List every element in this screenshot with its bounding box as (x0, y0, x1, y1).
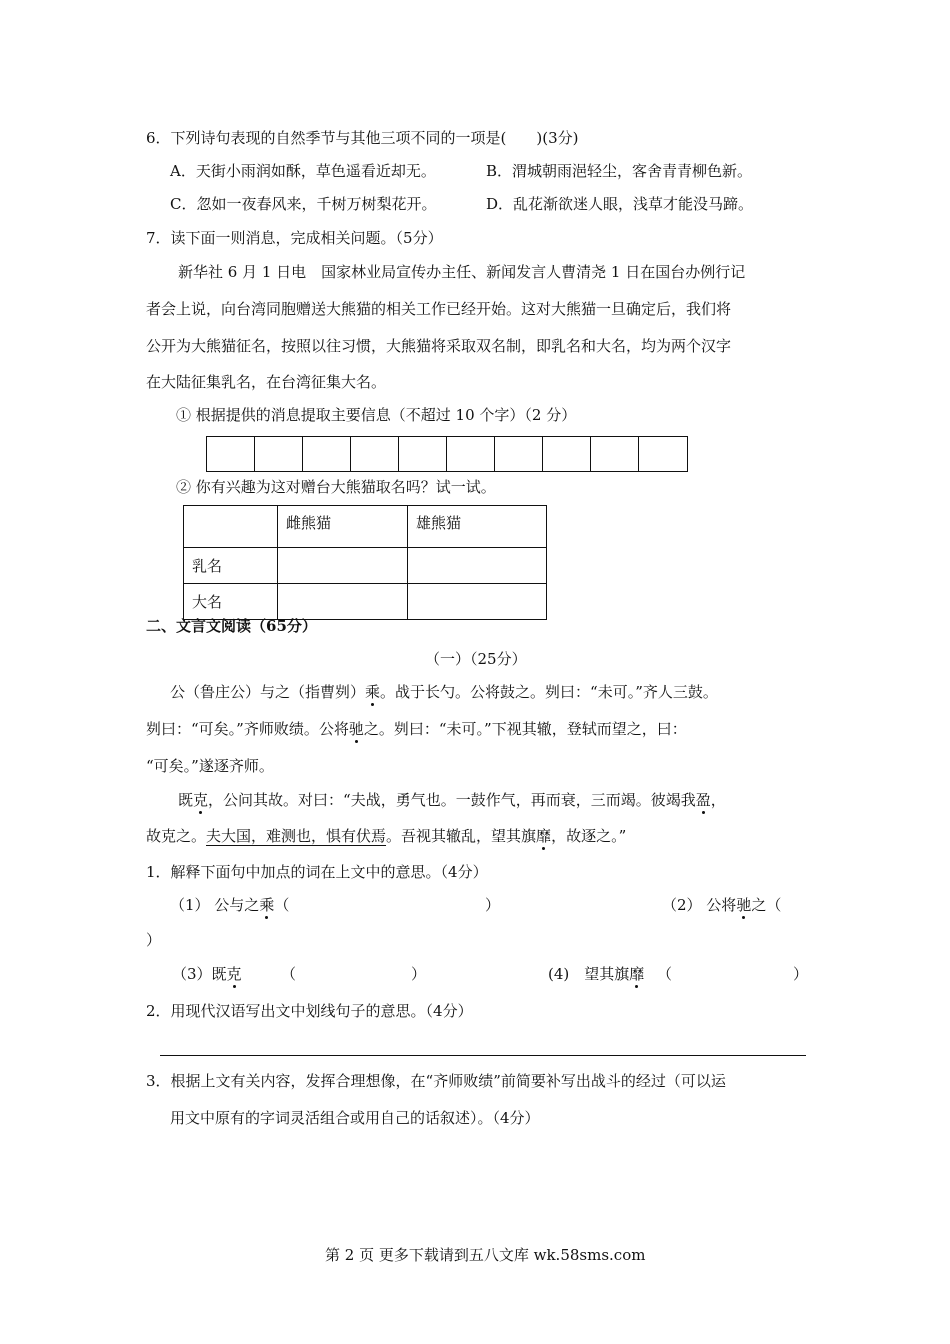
q7-sub1: ① 根据提供的消息提取主要信息（不超过 10 个字）（2 分） (176, 406, 577, 424)
passage-line: 公（鲁庄公）与之（指曹刿）乘。战于长勺。公将鼓之。刿曰：“未可。”齐人三鼓。 (170, 683, 718, 701)
answer-cell-male-formal[interactable] (408, 584, 547, 620)
dotted-char: 靡 (629, 965, 645, 983)
table-corner-cell (184, 506, 278, 548)
header-male-panda: 雄熊猫 (408, 506, 547, 548)
row-label-formal-name: 大名 (184, 584, 278, 620)
answer-cell-female-milk[interactable] (278, 548, 408, 584)
answer-cell-female-formal[interactable] (278, 584, 408, 620)
section-title: 二、文言文阅读（65分） (146, 617, 317, 635)
q1-item-4: (4) 望其旗靡 (548, 965, 645, 983)
q1-item-4-open: （ (657, 965, 673, 983)
answer-cell-male-milk[interactable] (408, 548, 547, 584)
q1-item-1-close: ） (485, 896, 501, 914)
q7-news-line: 者会上说，向台湾同胞赠送大熊猫的相关工作已经开始。这对大熊猫一旦确定后，我们将 (146, 300, 732, 318)
answer-grid-cell[interactable] (543, 437, 591, 471)
header-female-panda: 雌熊猫 (278, 506, 408, 548)
answer-grid-cell[interactable] (591, 437, 639, 471)
passage-line: 既克，公问其故。对曰：“夫战，勇气也。一鼓作气，再而衰，三而竭。彼竭我盈， (178, 791, 726, 809)
panda-name-table (183, 505, 547, 620)
dotted-char: 克 (193, 791, 209, 809)
q6-stem: 6．下列诗句表现的自然季节与其他三项不同的一项是( )(3分) (146, 129, 579, 147)
q1-item-2: （2） 公将驰之（ (662, 896, 782, 914)
dotted-char: 驰 (348, 720, 364, 738)
dotted-char: 乘 (259, 896, 275, 914)
q6-option-a: A．天街小雨润如酥，草色遥看近却无。 (170, 162, 436, 180)
q1-item-3-open: （ (281, 965, 297, 983)
answer-grid-cell[interactable] (351, 437, 399, 471)
answer-grid-cell[interactable] (447, 437, 495, 471)
q7-news-line: 新华社 6 月 1 日电 国家林业局宣传办主任、新闻发言人曹清尧 1 日在国台办例行记 (178, 263, 746, 281)
passage-line: 故克之。夫大国，难测也，惧有伏焉。吾视其辙乱，望其旗靡，故逐之。” (146, 827, 627, 845)
answer-line[interactable] (160, 1055, 806, 1056)
q1-item-3: （3）既克 (172, 965, 242, 983)
underlined-sentence: 夫大国，难测也，惧有伏焉 (206, 827, 387, 845)
answer-grid-cell[interactable] (639, 437, 687, 471)
q6-option-c: C．忽如一夜春风来，千树万树梨花开。 (170, 195, 437, 213)
q7-sub2: ② 你有兴趣为这对赠台大熊猫取名吗？试一试。 (176, 478, 496, 496)
q3-line: 3．根据上文有关内容，发挥合理想像，在“齐师败绩”前简要补写出战斗的经过（可以运 (146, 1072, 726, 1090)
part-title: （一）（25分） (425, 650, 527, 668)
answer-grid-cell[interactable] (399, 437, 447, 471)
dotted-char: 驰 (736, 896, 752, 914)
q2-stem: 2．用现代汉语写出文中划线句子的意思。（4分） (146, 1002, 473, 1020)
q6-option-d: D．乱花渐欲迷人眼，浅草才能没马蹄。 (486, 195, 754, 213)
q1-item-1: （1） 公与之乘（ (170, 896, 290, 914)
answer-grid-cell[interactable] (207, 437, 255, 471)
q6-option-b: B．渭城朝雨浥轻尘，客舍青青柳色新。 (486, 162, 753, 180)
answer-grid-cell[interactable] (255, 437, 303, 471)
q1-stem: 1．解释下面句中加点的词在上文中的意思。（4分） (146, 863, 488, 881)
q3-line: 用文中原有的字词灵活组合或用自己的话叙述）。（4分） (170, 1109, 540, 1127)
dotted-char: 靡 (536, 827, 552, 845)
passage-line: 刿曰：“可矣。”齐师败绩。公将驰之。刿曰：“未可。”下视其辙，登轼而望之，曰： (146, 720, 687, 738)
q7-news-line: 公开为大熊猫征名，按照以往习惯，大熊猫将采取双名制，即乳名和大名，均为两个汉字 (146, 337, 732, 355)
passage-line: “可矣。”遂逐齐师。 (146, 757, 274, 775)
q1-item-2-close: ） (146, 931, 162, 949)
q1-item-4-close: ） (793, 965, 809, 983)
dotted-char: 克 (226, 965, 242, 983)
q1-item-3-close: ） (411, 965, 427, 983)
row-label-milk-name: 乳名 (184, 548, 278, 584)
dotted-char: 乘 (365, 683, 381, 701)
dotted-char: 盈 (695, 791, 711, 809)
q7-news-line: 在大陆征集乳名，在台湾征集大名。 (146, 373, 387, 391)
page-footer: 第 2 页 更多下载请到五八文库 wk.58sms.com (325, 1246, 646, 1264)
answer-grid-cell[interactable] (303, 437, 351, 471)
answer-grid (206, 436, 688, 472)
q7-stem: 7．读下面一则消息，完成相关问题。（5分） (146, 229, 443, 247)
answer-grid-cell[interactable] (495, 437, 543, 471)
